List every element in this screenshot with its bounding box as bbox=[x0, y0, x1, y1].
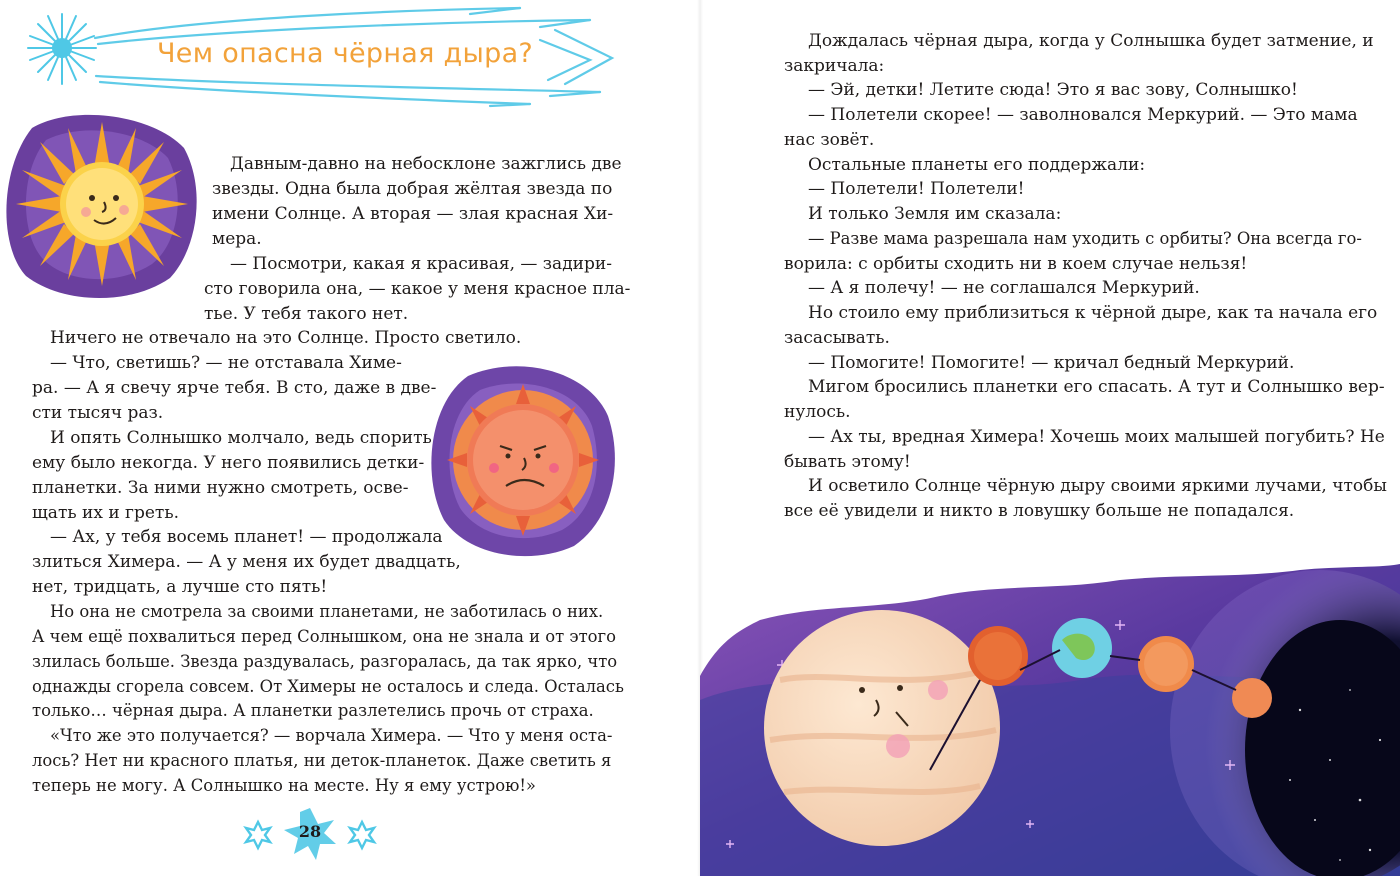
page-number: 28 bbox=[298, 822, 322, 841]
text-line: И осветило Солнце чёрную дыру своими яркими лучами, чтобы bbox=[808, 476, 1387, 496]
text-line: имени Солнце. А вторая — злая красная Хи- bbox=[212, 204, 614, 224]
text-line: — Помогите! Помогите! — кричал бедный Меркурий. bbox=[808, 353, 1295, 373]
text-line: — А я полечу! — не соглашался Меркурий. bbox=[808, 278, 1200, 298]
text-line: нас зовёт. bbox=[784, 130, 875, 150]
text-line: — Полетели! Полетели! bbox=[808, 179, 1025, 199]
text-line: однажды сгорела совсем. От Химеры не осталось и следа. Осталась bbox=[32, 677, 624, 696]
text-line: мера. bbox=[212, 229, 262, 249]
right-page bbox=[700, 0, 1400, 876]
text-line: И опять Солнышко молчало, ведь спорить bbox=[50, 428, 432, 448]
text-line: ворила: с орбиты сходить ни в коем случае нельзя! bbox=[784, 254, 1248, 274]
text-line: сти тысяч раз. bbox=[32, 403, 164, 423]
text-line: теперь не могу. А Солнышко на месте. Ну я ему устрою!» bbox=[32, 776, 536, 795]
text-line: ему было некогда. У него появились детки- bbox=[32, 453, 425, 473]
text-line: звезды. Одна была добрая жёлтая звезда по bbox=[212, 179, 613, 199]
text-line: засасывать. bbox=[784, 328, 890, 348]
text-line: — Эй, детки! Летите сюда! Это я вас зову, Солнышко! bbox=[808, 80, 1298, 100]
text-line: только… чёрная дыра. А планетки разлетелись прочь от страха. bbox=[32, 701, 594, 720]
text-line: — Ах ты, вредная Химера! Хочешь моих малышей погубить? Не bbox=[808, 427, 1385, 447]
chimera-illustration bbox=[428, 360, 618, 560]
text-line: ра. — А я свечу ярче тебя. В сто, даже в две- bbox=[32, 378, 437, 398]
text-line: — Полетели скорее! — заволновался Меркурий. — Это мама bbox=[808, 105, 1358, 125]
text-line: Дождалась чёрная дыра, когда у Солнышка будет затмение, и bbox=[808, 31, 1374, 51]
sparkle-star-icon bbox=[350, 822, 374, 848]
text-line: — Разве мама разрешала нам уходить с орбиты? Она всегда го- bbox=[808, 229, 1362, 248]
sparkle-star-icon bbox=[246, 822, 270, 848]
text-line: щать их и греть. bbox=[32, 503, 179, 523]
text-line: — Что, светишь? — не отставала Химе- bbox=[50, 353, 402, 373]
text-line: — Посмотри, какая я красивая, — задири- bbox=[230, 254, 612, 274]
text-line: — Ах, у тебя восемь планет! — продолжала bbox=[50, 527, 443, 547]
text-line: Мигом бросились планетки его спасать. А тут и Солнышко вер- bbox=[808, 377, 1385, 397]
text-line: тье. У тебя такого нет. bbox=[204, 304, 409, 324]
text-line: нет, тридцать, а лучше сто пять! bbox=[32, 577, 328, 597]
text-line: нулось. bbox=[784, 402, 851, 422]
text-line: Остальные планеты его поддержали: bbox=[808, 155, 1146, 175]
text-line: закричала: bbox=[784, 56, 885, 76]
text-line: И только Земля им сказала: bbox=[808, 204, 1062, 224]
text-line: злилась больше. Звезда раздувалась, разгоралась, да так ярко, что bbox=[32, 652, 618, 671]
left-page bbox=[0, 0, 700, 876]
text-line: «Что же это получается? — ворчала Химера. — Что у меня оста- bbox=[50, 726, 613, 745]
text-line: Давным-давно на небосклоне зажглись две bbox=[230, 154, 622, 174]
text-line: сто говорила она, — какое у меня красное пла- bbox=[204, 279, 631, 299]
sun-illustration bbox=[2, 108, 200, 300]
text-line: Но она не смотрела за своими планетами, не заботилась о них. bbox=[50, 602, 604, 621]
text-line: Ничего не отвечало на это Солнце. Просто светило. bbox=[50, 328, 522, 348]
title-banner bbox=[0, 0, 620, 120]
page-number-badge bbox=[230, 800, 390, 870]
text-line: планетки. За ними нужно смотреть, осве- bbox=[32, 478, 409, 498]
page-title: Чем опасна чёрная дыра? bbox=[157, 38, 534, 69]
text-line: бывать этому! bbox=[784, 452, 911, 472]
text-line: все её увидели и никто в ловушку больше не попадался. bbox=[784, 501, 1295, 521]
text-line: Но стоило ему приблизиться к чёрной дыре, как та начала его bbox=[808, 303, 1378, 323]
text-line: лось? Нет ни красного платья, ни деток-планеток. Даже светить я bbox=[32, 751, 612, 770]
text-line: А чем ещё похвалиться перед Солнышком, она не знала и от этого bbox=[32, 627, 616, 646]
text-line: злиться Химера. — А у меня их будет двадцать, bbox=[32, 552, 461, 572]
space-illustration bbox=[700, 560, 1400, 876]
